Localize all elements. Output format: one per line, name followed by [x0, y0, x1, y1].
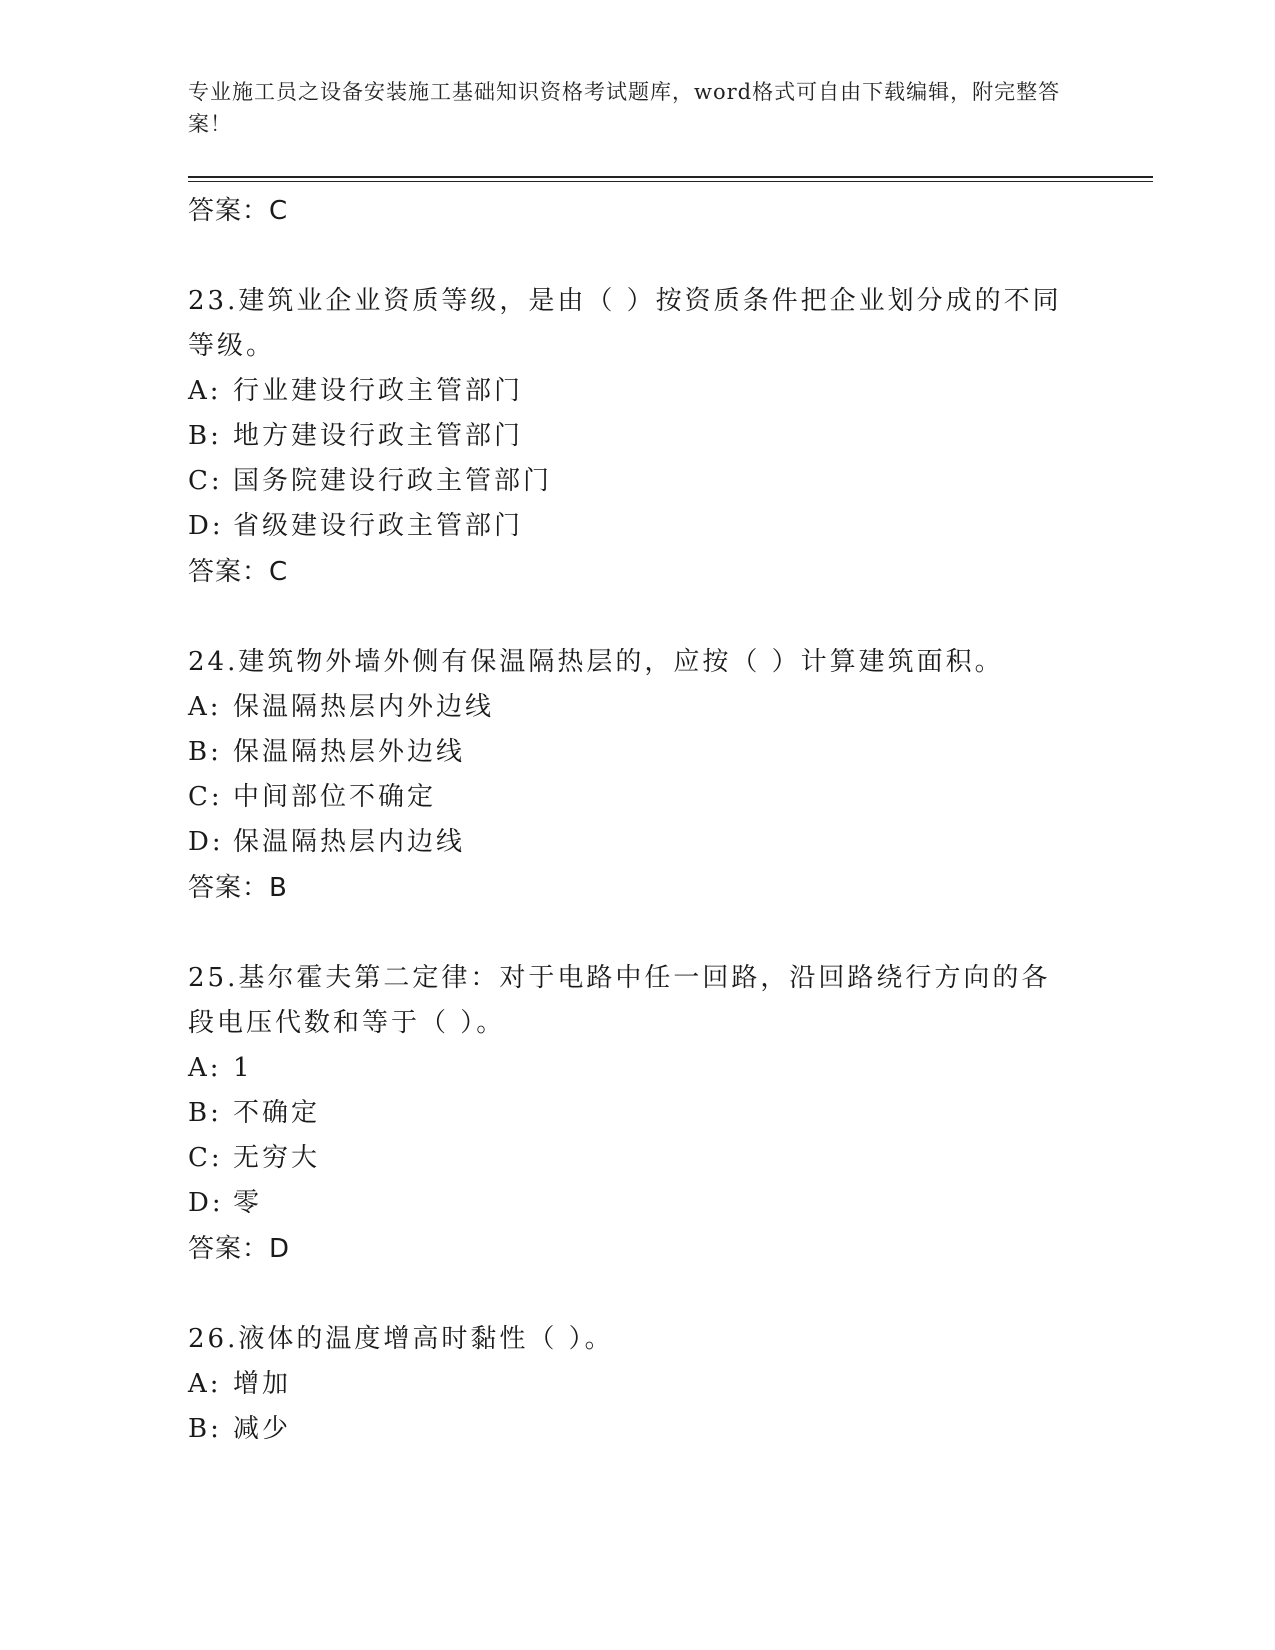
spacer	[188, 911, 1088, 956]
answer-line: 答案：C	[188, 196, 289, 226]
option-letter: A:	[188, 1369, 222, 1399]
option-text: 保温隔热层外边线	[233, 737, 466, 767]
spacer	[188, 1272, 1088, 1317]
option-letter: A:	[188, 1053, 222, 1083]
option-a	[188, 1362, 1088, 1407]
option-b	[188, 1407, 1088, 1452]
answer-line: 答案：C	[188, 557, 289, 587]
option-c	[188, 775, 1088, 820]
option-c	[188, 1136, 1088, 1181]
question-stem: 26.液体的温度增高时黏性（ ）。	[188, 1324, 614, 1354]
option-letter: B:	[188, 421, 222, 451]
option-b	[188, 414, 1088, 459]
question-stem: 24.建筑物外墙外侧有保温隔热层的，应按（ ）计算建筑面积。	[188, 647, 1004, 677]
option-letter: B:	[188, 1098, 222, 1128]
option-letter: A:	[188, 692, 222, 722]
option-a	[188, 1046, 1088, 1091]
question-stem: 25.基尔霍夫第二定律：对于电路中任一回路，沿回路绕行方向的各段电压代数和等于（ ）。	[188, 963, 1051, 1038]
option-letter: D:	[188, 1188, 224, 1218]
option-text: 零	[233, 1188, 263, 1218]
option-text: 地方建设行政主管部门	[233, 421, 524, 451]
option-letter: C:	[188, 1143, 223, 1173]
option-b	[188, 730, 1088, 775]
spacer	[188, 234, 1088, 279]
option-a	[188, 369, 1088, 414]
option-a	[188, 685, 1088, 730]
option-c	[188, 459, 1088, 504]
option-text: 国务院建设行政主管部门	[233, 466, 553, 496]
option-letter: C:	[188, 466, 223, 496]
answer-line: 答案：B	[188, 873, 288, 903]
option-letter: D:	[188, 511, 224, 541]
answer-line: 答案：D	[188, 1234, 291, 1264]
option-text: 省级建设行政主管部门	[233, 511, 524, 541]
option-d	[188, 1181, 1088, 1226]
option-text: 中间部位不确定	[233, 782, 437, 812]
option-text: 增加	[233, 1369, 292, 1399]
option-text: 1	[233, 1053, 253, 1083]
option-text: 行业建设行政主管部门	[233, 376, 524, 406]
option-letter: C:	[188, 782, 223, 812]
option-text: 保温隔热层内外边线	[233, 692, 495, 722]
option-d	[188, 504, 1088, 549]
option-text: 无穷大	[233, 1143, 321, 1173]
option-d	[188, 820, 1088, 865]
option-letter: B:	[188, 737, 222, 767]
header-divider-thick	[188, 176, 1153, 178]
option-text: 减少	[233, 1414, 292, 1444]
option-b	[188, 1091, 1088, 1136]
question-list	[188, 188, 1088, 1452]
option-letter: D:	[188, 827, 224, 857]
option-text: 保温隔热层内边线	[233, 827, 466, 857]
header-divider-thin	[188, 181, 1153, 182]
document-header: 专业施工员之设备安装施工基础知识资格考试题库，word格式可自由下载编辑，附完整答案！	[188, 80, 1061, 136]
option-text: 不确定	[233, 1098, 321, 1128]
question-stem: 23.建筑业企业资质等级，是由（ ）按资质条件把企业划分成的不同等级。	[188, 286, 1062, 361]
option-letter: B:	[188, 1414, 222, 1444]
option-letter: A:	[188, 376, 222, 406]
spacer	[188, 595, 1088, 640]
